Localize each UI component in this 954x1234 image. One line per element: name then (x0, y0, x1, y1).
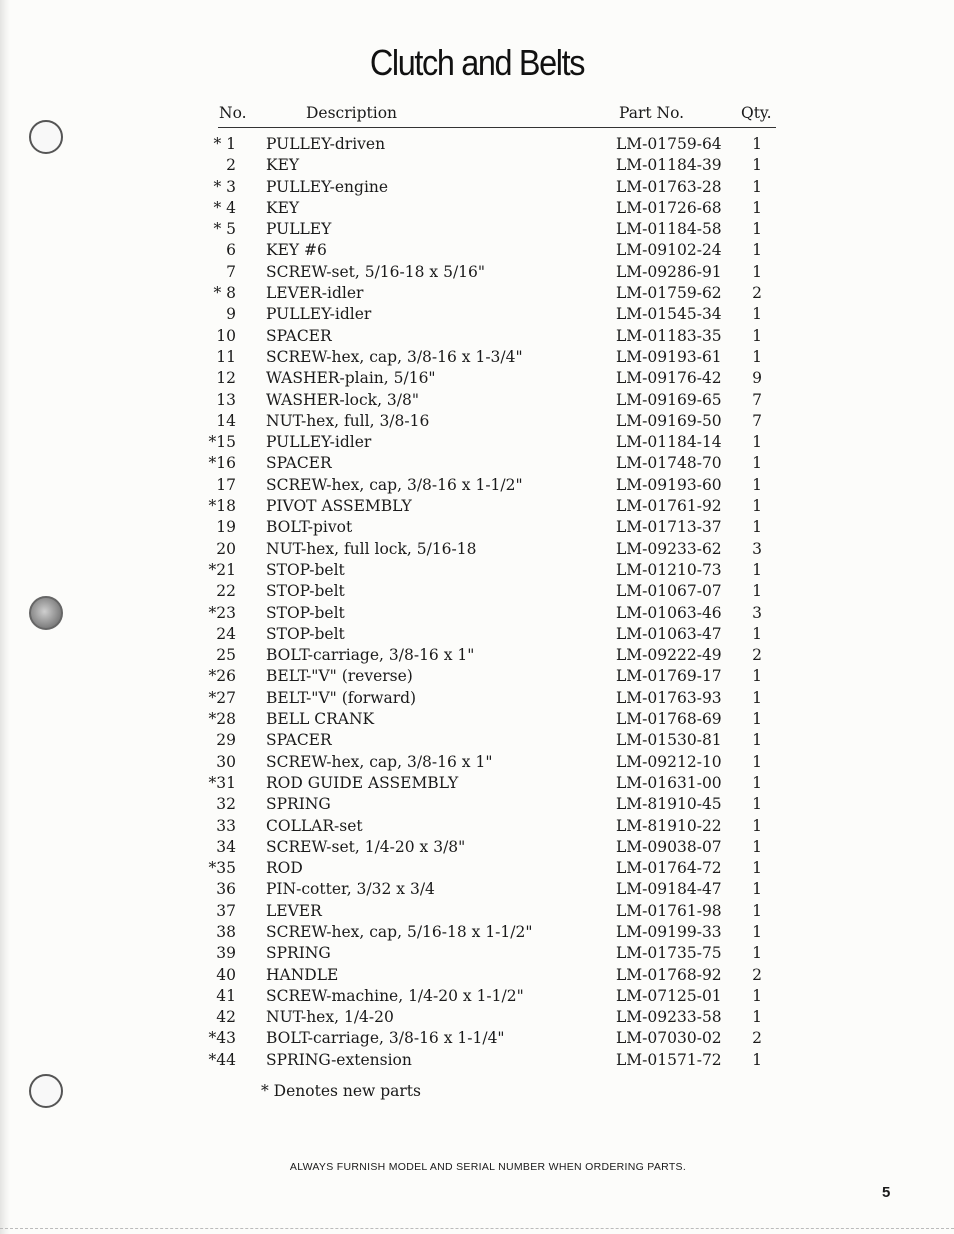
part-number-index: 13 (216, 390, 236, 409)
part-number: LM-09233-58 (616, 1008, 722, 1027)
table-row (0, 1007, 954, 1028)
table-row (0, 304, 954, 325)
part-quantity: 1 (752, 773, 762, 792)
part-description: SCREW-machine, 1/4-20 x 1-1/2" (266, 986, 524, 1005)
table-row (0, 837, 954, 858)
part-description: SPRING (266, 944, 331, 963)
column-header-description: Description (306, 104, 398, 122)
table-row (0, 347, 954, 368)
part-description: NUT-hex, full lock, 5/16-18 (266, 539, 477, 558)
part-quantity: 1 (752, 901, 762, 920)
part-number: LM-01530-81 (616, 731, 722, 750)
table-row (0, 603, 954, 624)
part-number: LM-09212-10 (616, 752, 722, 771)
part-number-index: 2 (226, 156, 236, 175)
part-number-index: 37 (216, 901, 236, 920)
part-quantity: 1 (752, 731, 762, 750)
part-quantity: 1 (752, 582, 762, 601)
part-quantity: 1 (752, 922, 762, 941)
part-description: STOP-belt (266, 603, 345, 622)
table-row (0, 453, 954, 474)
part-number: LM-09233-62 (616, 539, 722, 558)
table-row (0, 645, 954, 666)
table-row (0, 475, 954, 496)
part-quantity: 9 (752, 369, 762, 388)
table-row (0, 581, 954, 602)
column-header-no: No. (219, 104, 247, 122)
part-description: BOLT-carriage, 3/8-16 x 1-1/4" (266, 1029, 505, 1048)
part-quantity: 1 (752, 624, 762, 643)
part-number-index: 10 (216, 326, 236, 345)
table-row (0, 965, 954, 986)
table-row (0, 773, 954, 794)
table-row (0, 517, 954, 538)
part-number-index: * 1 (213, 135, 236, 153)
part-number-index: 20 (216, 539, 236, 558)
part-quantity: 1 (752, 156, 762, 175)
part-number-index: *27 (208, 688, 236, 707)
table-row (0, 283, 954, 304)
part-description: SPACER (266, 326, 332, 345)
part-number: LM-01713-37 (616, 518, 722, 537)
part-number: LM-01769-17 (616, 667, 722, 686)
part-quantity: 1 (752, 795, 762, 814)
part-quantity: 1 (752, 752, 762, 771)
part-quantity: 1 (752, 198, 762, 217)
part-number: LM-01067-07 (616, 582, 722, 601)
table-row (0, 240, 954, 261)
part-number-index: 33 (216, 816, 236, 835)
part-number: LM-01571-72 (616, 1050, 722, 1069)
part-description: PULLEY-driven (266, 135, 386, 153)
part-quantity: 1 (752, 837, 762, 856)
footnote: * Denotes new parts (261, 1082, 421, 1100)
table-row (0, 198, 954, 219)
part-number: LM-09102-24 (616, 241, 722, 260)
part-quantity: 1 (752, 497, 762, 516)
part-number-index: 19 (216, 518, 236, 537)
part-number-index: 36 (216, 880, 236, 899)
part-description: BOLT-carriage, 3/8-16 x 1" (266, 646, 475, 665)
part-number: LM-01761-98 (616, 901, 722, 920)
part-number-index: * 8 (213, 284, 236, 303)
part-description: SPRING (266, 795, 331, 814)
part-number: LM-01184-14 (616, 433, 722, 452)
part-quantity: 1 (752, 262, 762, 281)
part-description: SPACER (266, 454, 332, 473)
part-quantity: 1 (752, 433, 762, 452)
table-row (0, 879, 954, 900)
table-row (0, 155, 954, 176)
part-number-index: 42 (216, 1008, 236, 1027)
part-number: LM-01764-72 (616, 859, 722, 878)
binder-hole-bottom (29, 1074, 63, 1108)
part-number-index: * 5 (213, 220, 236, 239)
part-number-index: *35 (208, 859, 236, 878)
table-row (0, 539, 954, 560)
part-number-index: * 3 (213, 177, 236, 196)
table-row (0, 390, 954, 411)
part-number-index: 41 (216, 986, 236, 1005)
part-quantity: 1 (752, 944, 762, 963)
part-number: LM-01763-93 (616, 688, 722, 707)
table-row (0, 262, 954, 283)
part-quantity: 1 (752, 518, 762, 537)
table-row (0, 624, 954, 645)
part-number: LM-07030-02 (616, 1029, 722, 1048)
part-number: LM-01761-92 (616, 497, 722, 516)
part-number: LM-09038-07 (616, 837, 722, 856)
part-number: LM-01735-75 (616, 944, 722, 963)
part-quantity: 1 (752, 859, 762, 878)
table-row (0, 986, 954, 1007)
part-number: LM-01759-64 (616, 135, 722, 153)
part-number-index: *31 (208, 773, 236, 792)
part-description: WASHER-lock, 3/8" (266, 390, 420, 409)
part-number-index: 30 (216, 752, 236, 771)
part-quantity: 2 (752, 284, 762, 303)
part-quantity: 1 (752, 1008, 762, 1027)
part-description: PIVOT ASSEMBLY (266, 497, 412, 516)
part-description: KEY (266, 156, 300, 175)
part-description: STOP-belt (266, 624, 345, 643)
part-description: WASHER-plain, 5/16" (266, 369, 436, 388)
part-quantity: 1 (752, 347, 762, 366)
table-row (0, 368, 954, 389)
part-description: PULLEY-idler (266, 305, 372, 324)
part-number-index: 29 (216, 731, 236, 750)
part-quantity: 1 (752, 475, 762, 494)
part-description: LEVER-idler (266, 284, 364, 303)
ordering-notice: ALWAYS FURNISH MODEL AND SERIAL NUMBER WHEN ORDERING PARTS. (289, 1161, 687, 1173)
part-quantity: 1 (752, 305, 762, 324)
part-description: ROD (266, 859, 303, 878)
part-number: LM-09193-61 (616, 347, 722, 366)
part-number-index: 14 (216, 411, 236, 430)
part-description: NUT-hex, 1/4-20 (266, 1008, 394, 1027)
table-row (0, 922, 954, 943)
part-quantity: 1 (752, 454, 762, 473)
part-quantity: 1 (752, 177, 762, 196)
part-description: SCREW-hex, cap, 3/8-16 x 1-1/2" (266, 475, 523, 494)
part-description: PULLEY-idler (266, 433, 372, 452)
part-number: LM-01768-92 (616, 965, 722, 984)
part-number: LM-09169-65 (616, 390, 722, 409)
part-number-index: 39 (216, 944, 236, 963)
part-quantity: 2 (752, 1029, 762, 1048)
part-quantity: 1 (752, 326, 762, 345)
part-quantity: 1 (752, 880, 762, 899)
part-number: LM-01184-39 (616, 156, 722, 175)
table-row (0, 752, 954, 773)
page-title: Clutch and Belts (369, 42, 585, 83)
part-description: LEVER (266, 901, 322, 920)
part-number-index: 40 (216, 965, 236, 984)
part-number: LM-09222-49 (616, 646, 722, 665)
part-number-index: 25 (216, 646, 236, 665)
part-description: SCREW-hex, cap, 3/8-16 x 1-3/4" (266, 347, 523, 366)
part-quantity: 1 (752, 1050, 762, 1069)
part-description: STOP-belt (266, 582, 345, 601)
part-quantity: 1 (752, 560, 762, 579)
part-number: LM-01063-46 (616, 603, 722, 622)
part-number: LM-01726-68 (616, 198, 722, 217)
table-row (0, 432, 954, 453)
part-description: SPRING-extension (266, 1050, 412, 1069)
part-description: SCREW-hex, cap, 3/8-16 x 1" (266, 752, 493, 771)
part-number: LM-01545-34 (616, 305, 722, 324)
part-number-index: *18 (208, 497, 236, 516)
part-quantity: 1 (752, 135, 762, 153)
part-number-index: 34 (216, 837, 236, 856)
part-number: LM-07125-01 (616, 986, 722, 1005)
part-number: LM-09199-33 (616, 922, 722, 941)
table-row (0, 134, 954, 155)
part-description: PULLEY (266, 220, 332, 239)
table-row (0, 688, 954, 709)
table-row (0, 560, 954, 581)
part-number: LM-09184-47 (616, 880, 722, 899)
part-quantity: 1 (752, 710, 762, 729)
part-number-index: 7 (226, 262, 236, 281)
part-quantity: 1 (752, 688, 762, 707)
part-description: SPACER (266, 731, 332, 750)
part-number-index: 22 (216, 582, 236, 601)
part-description: BELT-"V" (reverse) (266, 667, 413, 686)
part-description: COLLAR-set (266, 816, 363, 835)
part-number-index: 12 (216, 369, 236, 388)
part-description: KEY (266, 198, 300, 217)
part-number-index: 6 (226, 241, 236, 260)
part-quantity: 1 (752, 241, 762, 260)
column-header-qty: Qty. (741, 104, 772, 122)
table-row (0, 177, 954, 198)
part-number: LM-01763-28 (616, 177, 722, 196)
part-number: LM-09176-42 (616, 369, 722, 388)
part-number-index: *44 (208, 1050, 236, 1069)
part-number: LM-01759-62 (616, 284, 722, 303)
table-row (0, 219, 954, 240)
part-quantity: 2 (752, 965, 762, 984)
part-number-index: 17 (216, 475, 236, 494)
part-number: LM-01184-58 (616, 220, 722, 239)
part-number: LM-01631-00 (616, 773, 722, 792)
part-description: SCREW-hex, cap, 5/16-18 x 1-1/2" (266, 922, 533, 941)
table-row (0, 666, 954, 687)
part-number: LM-09286-91 (616, 262, 722, 281)
part-description: STOP-belt (266, 560, 345, 579)
part-number-index: *15 (208, 433, 236, 452)
header-rule (218, 127, 776, 128)
part-number-index: 38 (216, 922, 236, 941)
part-number: LM-09193-60 (616, 475, 722, 494)
part-number: LM-01748-70 (616, 454, 722, 473)
part-description: BOLT-pivot (266, 518, 353, 537)
part-number-index: *43 (208, 1029, 236, 1048)
part-description: PULLEY-engine (266, 177, 389, 196)
part-number-index: *23 (208, 603, 236, 622)
table-row (0, 411, 954, 432)
part-number: LM-01210-73 (616, 560, 722, 579)
table-row (0, 794, 954, 815)
part-number: LM-09169-50 (616, 411, 722, 430)
part-number-index: *26 (208, 667, 236, 686)
part-description: SCREW-set, 5/16-18 x 5/16" (266, 262, 486, 281)
parts-list (0, 134, 954, 1071)
part-description: SCREW-set, 1/4-20 x 3/8" (266, 837, 466, 856)
part-number-index: * 4 (213, 198, 236, 217)
page-bottom-edge (0, 1228, 954, 1229)
table-row (0, 858, 954, 879)
table-row (0, 709, 954, 730)
part-description: HANDLE (266, 965, 339, 984)
part-description: BELL CRANK (266, 710, 375, 729)
part-number-index: *28 (208, 710, 236, 729)
part-number: LM-01063-47 (616, 624, 722, 643)
part-number-index: 11 (216, 347, 236, 366)
part-description: KEY #6 (266, 241, 327, 260)
table-row (0, 901, 954, 922)
part-description: BELT-"V" (forward) (266, 688, 417, 707)
part-number: LM-81910-45 (616, 795, 722, 814)
page-number: 5 (882, 1184, 891, 1201)
table-row (0, 943, 954, 964)
part-quantity: 7 (752, 411, 762, 430)
part-number-index: 24 (216, 624, 236, 643)
part-number-index: *16 (208, 454, 236, 473)
part-number-index: 32 (216, 795, 236, 814)
part-quantity: 2 (752, 646, 762, 665)
table-row (0, 816, 954, 837)
part-description: ROD GUIDE ASSEMBLY (266, 773, 459, 792)
part-number: LM-01183-35 (616, 326, 722, 345)
table-row (0, 496, 954, 517)
table-row (0, 1050, 954, 1071)
part-quantity: 1 (752, 220, 762, 239)
column-header-part-no: Part No. (619, 104, 685, 122)
part-description: NUT-hex, full, 3/8-16 (266, 411, 430, 430)
part-number: LM-81910-22 (616, 816, 722, 835)
part-quantity: 1 (752, 667, 762, 686)
table-row (0, 1028, 954, 1049)
part-quantity: 1 (752, 986, 762, 1005)
part-quantity: 3 (752, 603, 762, 622)
table-row (0, 730, 954, 751)
part-number-index: 9 (226, 305, 236, 324)
table-row (0, 326, 954, 347)
part-number: LM-01768-69 (616, 710, 722, 729)
part-number-index: *21 (208, 560, 236, 579)
part-quantity: 1 (752, 816, 762, 835)
part-quantity: 7 (752, 390, 762, 409)
part-quantity: 3 (752, 539, 762, 558)
part-description: PIN-cotter, 3/32 x 3/4 (266, 880, 435, 899)
